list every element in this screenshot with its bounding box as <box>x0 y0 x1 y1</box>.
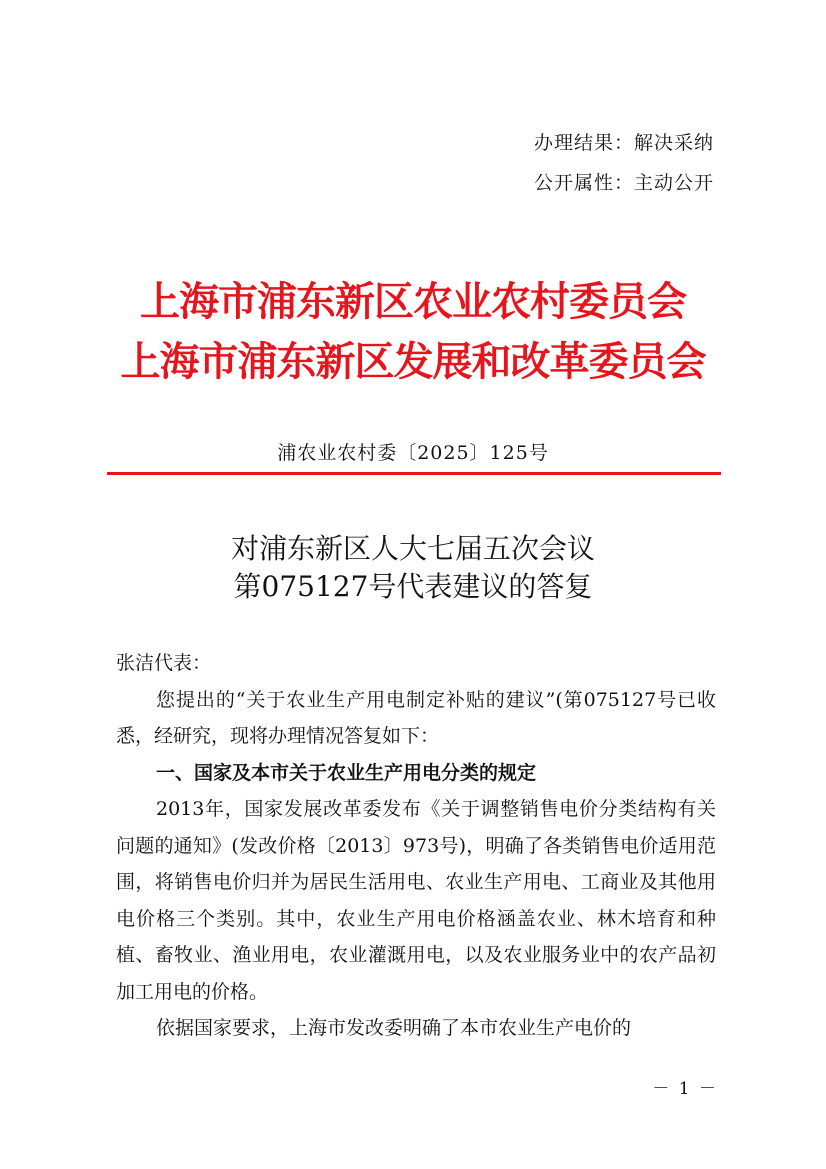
document-body <box>116 645 716 1047</box>
document-number: 浦农业农村委〔2025〕125号 <box>277 442 549 464</box>
issuing-org-agriculture: 上海市浦东新区农业农村委员会 <box>140 278 686 325</box>
disclosure-attribute: 公开属性：主动公开 <box>533 172 714 194</box>
body-paragraph: 依据国家要求，上海市发改委明确了本市农业生产电价的 <box>156 1017 632 1039</box>
document-title-line2: 第075127号代表建议的答复 <box>233 570 593 603</box>
red-divider-line <box>107 472 721 475</box>
handling-result: 办理结果：解决采纳 <box>533 132 714 154</box>
document-title-line1: 对浦东新区人大七届五次会议 <box>230 532 595 565</box>
page-number: － 1 － <box>652 1079 718 1099</box>
issuing-org-development: 上海市浦东新区发展和改革委员会 <box>120 338 706 385</box>
body-paragraph: 2013年，国家发展改革委发布《关于调整销售电价分类结构有关问题的通知》(发改价格〔2013〕973号)，明确了各类销售电价适用范围，将销售电价归并为居民生活用电、农业生产用电、工商业及其他用电价格三个类别。其中，农业生产用电价格涵盖农业、林木培育和种植、畜牧业、渔业用电，农业灌溉用电，以及农业服务业中的农产品初加工用电的价格。 <box>116 798 716 1003</box>
intro-paragraph: 您提出的“关于农业生产用电制定补贴的建议”(第075127号已收悉，经研究，现将办理情况答复如下： <box>116 688 716 747</box>
salutation: 张洁代表： <box>116 652 212 674</box>
section-heading: 一、国家及本市关于农业生产用电分类的规定 <box>156 761 537 784</box>
